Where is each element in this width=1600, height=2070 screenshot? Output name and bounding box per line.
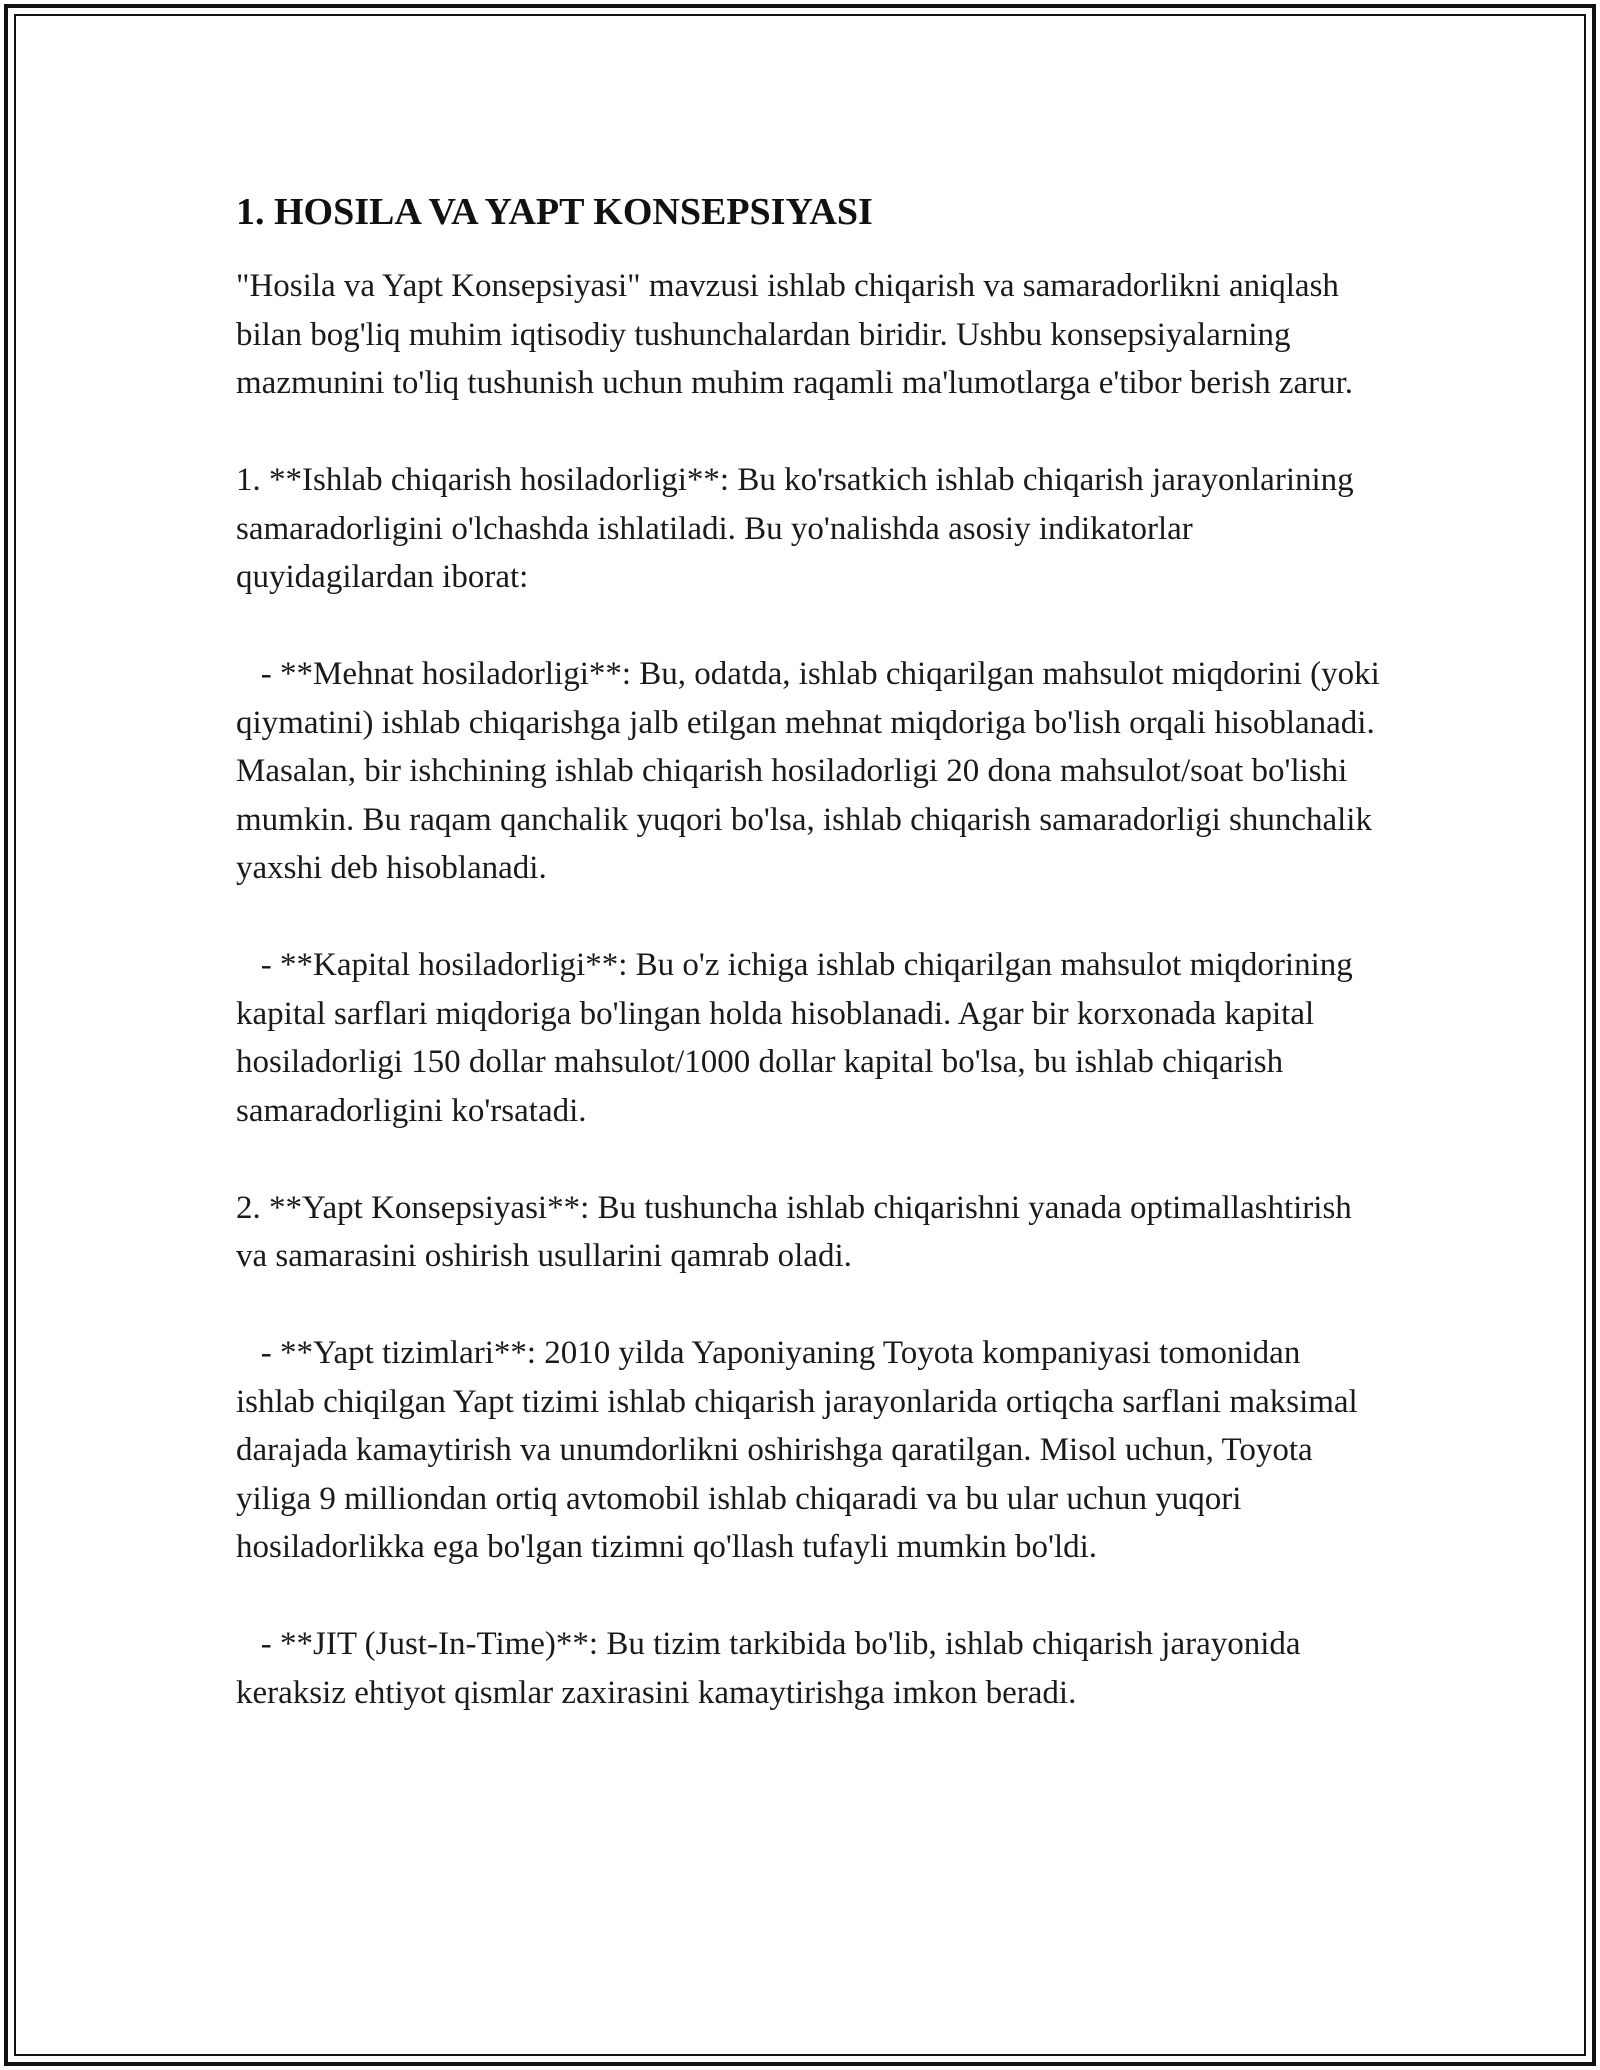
paragraph-yapt-systems: - **Yapt tizimlari**: 2010 yilda Yaponiyaning Toyota kompaniyasi tomonidan ishlab chiqilgan Yapt tizimi ishlab chiqarish jarayonlarida ortiqcha sarflani maksimal darajada kamaytirish va unumdorlikni oshirishga qaratilgan. Misol uchun, Toyota yiliga 9 milliondan ortiq avtomobil ishlab chiqaradi va bu ular uchun yuqori hosiladorlikka ega bo'lgan tizimni qo'llash tufayli mumkin bo'ldi.: [236, 1335, 1366, 1565]
paragraph-capital-productivity: - **Kapital hosiladorligi**: Bu o'z ichiga ishlab chiqarilgan mahsulot miqdorining kapital sarflari miqdoriga bo'lingan holda hisoblanadi. Agar bir korxonada kapital hosiladorligi 150 dollar mahsulot/1000 dollar kapital bo'lsa, bu ishlab chiqarish samaradorligini ko'rsatadi.: [236, 947, 1362, 1129]
paragraph-jit: - **JIT (Just-In-Time)**: Bu tizim tarkibida bo'lib, ishlab chiqarish jarayonida keraksiz ehtiyot qismlar zaxirasini kamaytirishga imkon beradi.: [236, 1626, 1309, 1711]
paragraph-production-productivity: 1. **Ishlab chiqarish hosiladorligi**: Bu ko'rsatkich ishlab chiqarish jarayonlarining samaradorligini o'lchashda ishlatiladi. Bu yo'nalishda asosiy indikatorlar quyidagilardan iborat:: [236, 462, 1362, 595]
section-heading: 1. HOSILA VA YAPT KONSEPSIYASI: [236, 191, 873, 233]
paragraph-labor-productivity: - **Mehnat hosiladorligi**: Bu, odatda, ishlab chiqarilgan mahsulot miqdorini (yoki qiymatini) ishlab chiqarishga jalb etilgan mehnat miqdoriga bo'lish orqali hisoblanadi. Masalan, bir ishchining ishlab chiqarish hosiladorligi 20 dona mahsulot/soat bo'lishi mumkin. Bu raqam qanchalik yuqori bo'lsa, ishlab chiqarish samaradorligi shunchalik yaxshi deb hisoblanadi.: [236, 656, 1389, 886]
document-body: [236, 188, 1389, 1766]
intro-paragraph: "Hosila va Yapt Konsepsiyasi" mavzusi ishlab chiqarish va samaradorlikni aniqlash bilan bog'liq muhim iqtisodiy tushunchalardan biridir. Ushbu konsepsiyalarning mazmunini to'liq tushunish uchun muhim raqamli ma'lumotlarga e'tibor berish zarur.: [236, 268, 1354, 401]
paragraph-yapt-concept: 2. **Yapt Konsepsiyasi**: Bu tushuncha ishlab chiqarishni yanada optimallashtirish va samarasini oshirish usullarini qamrab oladi.: [236, 1189, 1361, 1274]
